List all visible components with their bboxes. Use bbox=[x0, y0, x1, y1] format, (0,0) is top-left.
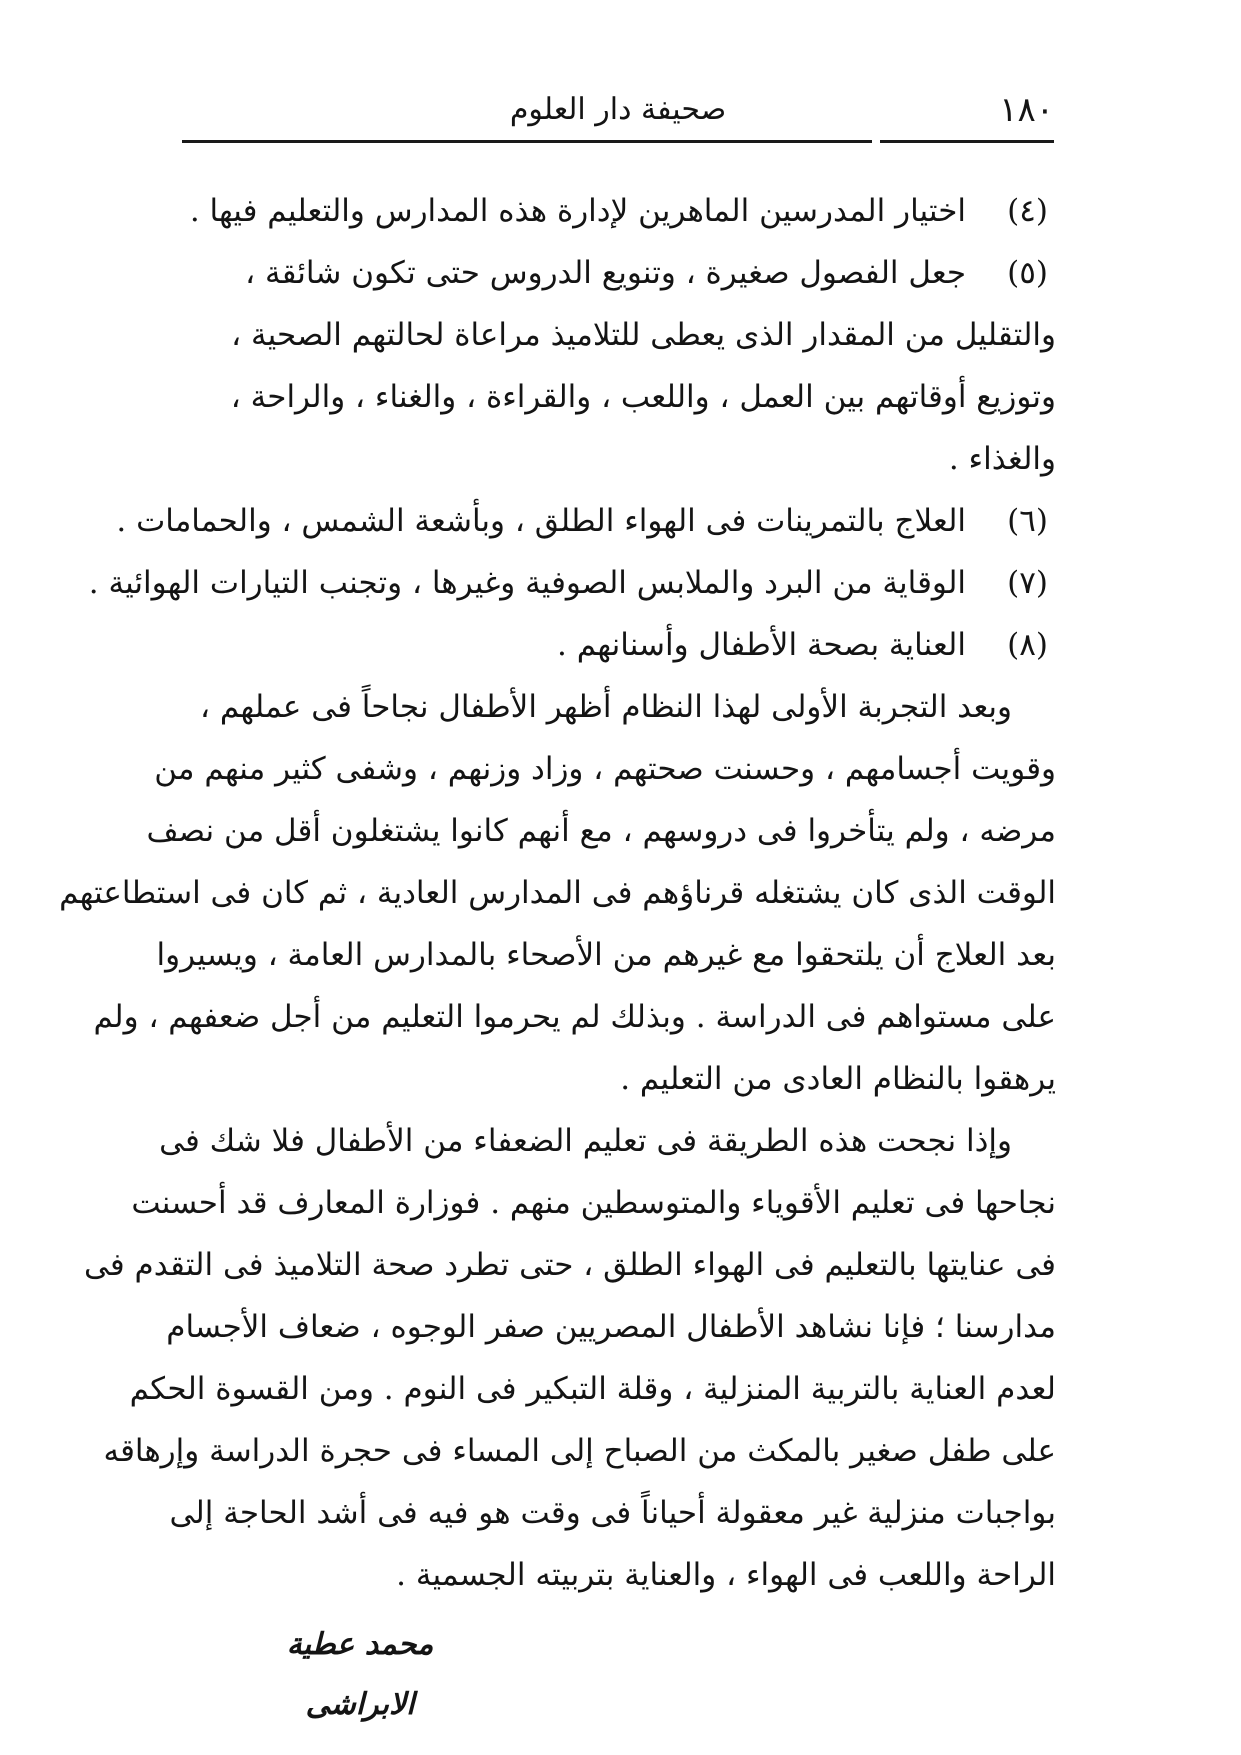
item-number: (٨) bbox=[1007, 627, 1048, 663]
item-text: العناية بصحة الأطفال وأسنانهم . bbox=[557, 627, 966, 663]
item-text: اختيار المدرسين الماهرين لإدارة هذه المدارس والتعليم فيها . bbox=[189, 193, 966, 229]
header-rule bbox=[182, 140, 872, 143]
body-text bbox=[59, 180, 1056, 1606]
list-item bbox=[176, 242, 1056, 304]
item-text: العلاج بالتمرينات فى الهواء الطلق ، وبأشعة الشمس ، والحمامات . bbox=[116, 503, 966, 539]
list-item bbox=[176, 614, 1056, 676]
item-number: (٦) bbox=[1007, 503, 1048, 539]
list-item bbox=[116, 490, 1056, 552]
page-header bbox=[182, 90, 1054, 130]
item-text: الوقاية من البرد والملابس الصوفية وغيرها ، وتجنب التيارات الهوائية . bbox=[88, 565, 966, 601]
paragraph-line: الراحة واللعب فى الهواء ، والعناية بتربيته الجسمية . bbox=[396, 1557, 1056, 1593]
paragraph-line: الوقت الذى كان يشتغله قرناؤهم فى المدارس العادية ، ثم كان فى استطاعتهم bbox=[59, 875, 1056, 911]
paragraph-line: لعدم العناية بالتربية المنزلية ، وقلة التبكير فى النوم . ومن القسوة الحكم bbox=[129, 1371, 1056, 1407]
list-item bbox=[176, 180, 1056, 242]
item-text-line: وتوزيع أوقاتهم بين العمل ، واللعب ، والقراءة ، والغناء ، والراحة ، bbox=[230, 379, 1056, 415]
paragraph-line: مدارسنا ؛ فإنا نشاهد الأطفال المصريين صفر الوجوه ، ضعاف الأجسام bbox=[166, 1309, 1056, 1345]
paragraph-line: وبعد التجربة الأولى لهذا النظام أظهر الأطفال نجاحاً فى عملهم ، bbox=[199, 689, 1012, 725]
header-rule-short bbox=[880, 140, 1054, 143]
item-text-line: والتقليل من المقدار الذى يعطى للتلاميذ مراعاة لحالتهم الصحية ، bbox=[231, 317, 1056, 353]
paragraph-line: على مستواهم فى الدراسة . وبذلك لم يحرموا التعليم من أجل ضعفهم ، ولم bbox=[93, 999, 1056, 1035]
author-signature: محمد عطية الابراشى bbox=[286, 1627, 434, 1722]
paragraph-line: وقويت أجسامهم ، وحسنت صحتهم ، وزاد وزنهم ، وشفى كثير منهم من bbox=[154, 751, 1056, 787]
item-number: (٤) bbox=[1007, 193, 1048, 229]
item-text: جعل الفصول صغيرة ، وتنويع الدروس حتى تكون شائقة ، bbox=[245, 255, 966, 291]
item-number: (٥) bbox=[1007, 255, 1048, 291]
paragraph-line: وإذا نجحت هذه الطريقة فى تعليم الضعفاء من الأطفال فلا شك فى bbox=[159, 1123, 1012, 1159]
item-number: (٧) bbox=[1007, 565, 1048, 601]
paragraph-line: نجاحها فى تعليم الأقوياء والمتوسطين منهم . فوزارة المعارف قد أحسنت bbox=[131, 1185, 1056, 1221]
paragraph-line: مرضه ، ولم يتأخروا فى دروسهم ، مع أنهم كانوا يشتغلون أقل من نصف bbox=[146, 813, 1056, 849]
list-item bbox=[88, 552, 1056, 614]
paragraph-line: بواجبات منزلية غير معقولة أحياناً فى وقت هو فيه فى أشد الحاجة إلى bbox=[169, 1495, 1056, 1531]
paragraph-line: يرهقوا بالنظام العادى من التعليم . bbox=[620, 1061, 1056, 1097]
running-title: صحيفة دار العلوم bbox=[509, 92, 727, 127]
paragraph-line: على طفل صغير بالمكث من الصباح إلى المساء فى حجرة الدراسة وإرهاقه bbox=[103, 1433, 1056, 1469]
paragraph-line: فى عنايتها بالتعليم فى الهواء الطلق ، حتى تطرد صحة التلاميذ فى التقدم فى bbox=[84, 1247, 1056, 1283]
paragraph-line: بعد العلاج أن يلتحقوا مع غيرهم من الأصحاء بالمدارس العامة ، ويسيروا bbox=[156, 937, 1056, 973]
page-number: ١٨٠ bbox=[999, 90, 1054, 130]
item-text-line: والغذاء . bbox=[948, 441, 1056, 477]
